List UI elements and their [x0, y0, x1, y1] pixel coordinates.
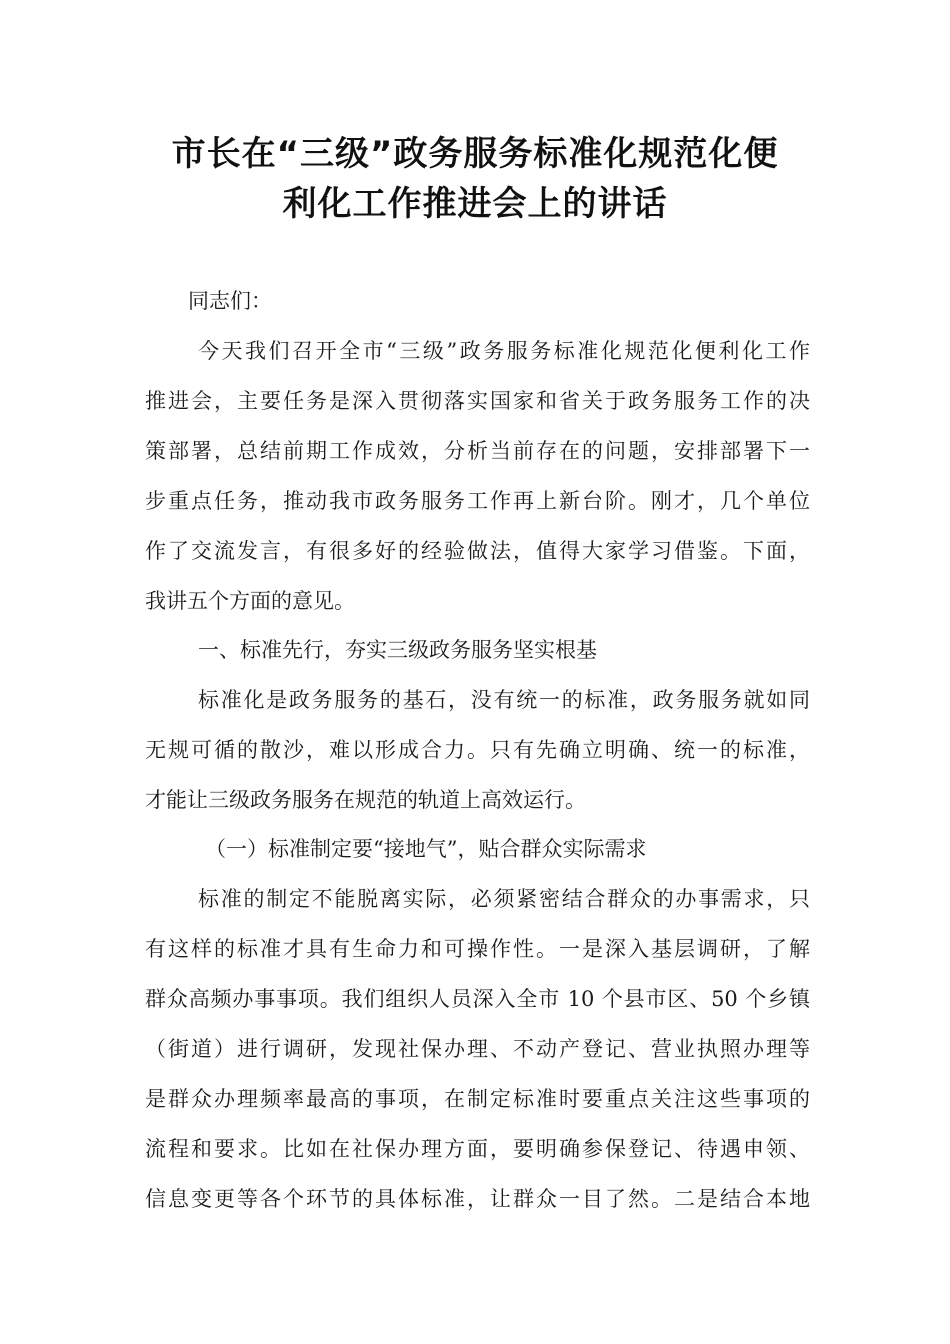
- section-1-line: 才能让三级政务服务在规范的轨道上高效运行。: [145, 788, 586, 812]
- subsection-1-line: 流程和要求。比如在社保办理方面，要明确参保登记、待遇申领、: [145, 1137, 810, 1161]
- intro-line: 策部署，总结前期工作成效，分析当前存在的问题，安排部署下一: [145, 439, 810, 463]
- subsection-1-line: 群众高频办事事项。我们组织人员深入全市 10 个县市区、50 个乡镇: [145, 987, 810, 1011]
- document-title-line-2: 利化工作推进会上的讲话: [282, 184, 668, 224]
- salutation: 同志们：: [188, 289, 272, 313]
- section-1-line: 标准化是政务服务的基石，没有统一的标准，政务服务就如同: [198, 688, 810, 712]
- intro-line: 推进会，主要任务是深入贯彻落实国家和省关于政务服务工作的决: [145, 389, 810, 413]
- subsection-1-line: 信息变更等各个环节的具体标准，让群众一目了然。二是结合本地: [145, 1187, 810, 1211]
- subsection-1-line: 标准的制定不能脱离实际，必须紧密结合群众的办事需求，只: [198, 887, 810, 911]
- document-title-line-1: 市长在“三级”政务服务标准化规范化便: [171, 134, 779, 174]
- intro-line: 今天我们召开全市“三级”政务服务标准化规范化便利化工作: [198, 339, 810, 363]
- intro-line: 我讲五个方面的意见。: [145, 589, 355, 613]
- subsection-1-line: 是群众办理频率最高的事项，在制定标准时要重点关注这些事项的: [145, 1087, 810, 1111]
- subsection-heading: （一）标准制定要“接地气”，贴合群众实际需求: [205, 837, 647, 861]
- subsection-1-line: （街道）进行调研，发现社保办理、不动产登记、营业执照办理等: [145, 1037, 810, 1061]
- subsection-1-line: 有这样的标准才具有生命力和可操作性。一是深入基层调研，了解: [145, 937, 810, 961]
- intro-line: 作了交流发言，有很多好的经验做法，值得大家学习借鉴。下面，: [145, 539, 810, 563]
- section-1-line: 无规可循的散沙，难以形成合力。只有先确立明确、统一的标准，: [145, 738, 810, 762]
- intro-line: 步重点任务，推动我市政务服务工作再上新台阶。刚才，几个单位: [145, 489, 810, 513]
- section-heading: 一、标准先行，夯实三级政务服务坚实根基: [198, 638, 597, 662]
